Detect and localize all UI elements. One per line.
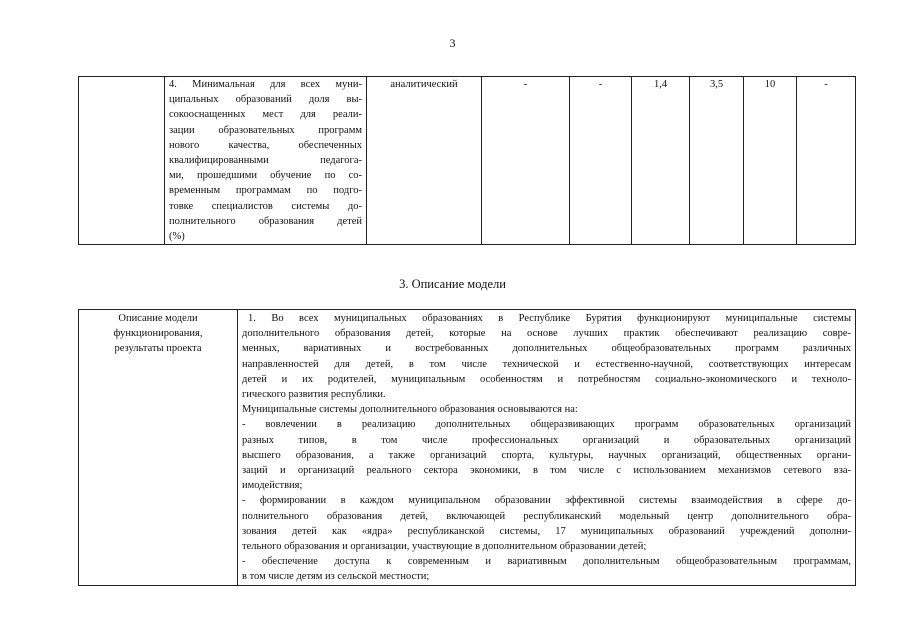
- model-body-line: разных типов, в том числе профессиональных организаций и образовательных организаций: [242, 434, 851, 446]
- indicator-name-line: ми, прошедшими обучение по со-: [169, 170, 362, 182]
- model-label-cell: [79, 310, 238, 586]
- model-body-line: направленностей для детей, в том числе технической и естественно-научной, соответствующих интересам: [242, 358, 851, 370]
- model-body-line: детей и их родителей, муниципальным особенностям и потребностям социально-экономического и техноло-: [242, 373, 851, 385]
- indicator-name-line: ципальных образований доля вы-: [169, 94, 362, 106]
- model-body-line: полнительного образования детей, включающей республиканский модельный центр дополнительного обра-: [242, 510, 851, 522]
- indicator-value-cell: -: [570, 77, 632, 245]
- indicator-value-cell: -: [797, 77, 856, 245]
- indicator-value-cell: 10: [744, 77, 797, 245]
- model-body-line: - обеспечение доступа к современным и вариативным дополнительным общеобразовательным программам,: [242, 556, 851, 568]
- indicator-row: [79, 77, 856, 245]
- model-body-line: тельного образования и организации, участвующие в дополнительном образовании детей;: [242, 541, 647, 553]
- indicator-name-line: 4. Минимальная для всех муни-: [169, 79, 362, 90]
- page-number: 3: [449, 36, 456, 50]
- indicator-name-line: зации образовательных программ: [169, 124, 362, 136]
- indicator-value-cell: 3,5: [690, 77, 744, 245]
- model-body-line: - вовлечении в реализацию дополнительных общеразвивающих программ образовательных организаций: [242, 419, 851, 431]
- model-body-line: в том числе детям из сельской местности;: [242, 571, 430, 583]
- model-body-line: Муниципальные системы дополнительного образования основываются на:: [242, 404, 578, 416]
- indicator-value-cell: 1,4: [632, 77, 690, 245]
- section-title: 3. Описание модели: [399, 277, 506, 291]
- indicator-type-cell: аналитический: [367, 77, 482, 245]
- indicator-name-cell: [165, 77, 367, 245]
- model-body-line: менных, вариативных и востребованных дополнительных общеобразовательных программ различных: [242, 343, 851, 355]
- model-row: [79, 310, 856, 586]
- model-body-line: дополнительного образования детей, которые на основе лучших практик обеспечивают реализацию совре-: [242, 328, 851, 340]
- model-body-line: - формировании в каждом муниципальном образовании эффективной системы взаимодействия в сфере до-: [242, 495, 851, 507]
- indicator-name-line: временным программам по подго-: [169, 185, 362, 197]
- model-body-cell: [238, 310, 856, 586]
- indicator-name-line: квалифицированными педагога-: [169, 155, 362, 167]
- model-body-line: гического развития республики.: [242, 389, 386, 401]
- model-label-line: функционирования,: [113, 328, 203, 340]
- model-body-line: высшего образования, а также организаций спорта, культуры, научных организаций, общественных органи-: [242, 449, 851, 461]
- indicator-value-cell: -: [482, 77, 570, 245]
- model-body-line: 1. Во всех муниципальных образованиях в Республике Бурятия функционируют муниципальные системы: [248, 313, 851, 324]
- indicator-name-line: полнительного образования детей: [169, 215, 362, 227]
- indicator-table: [78, 76, 856, 245]
- indicator-name-line: нового качества, обеспеченных: [169, 139, 362, 151]
- model-body-line: имодействия;: [242, 480, 303, 492]
- indicator-name-line: товке специалистов системы до-: [169, 200, 362, 212]
- model-body-line: заций и организаций реального сектора экономики, в том числе с использованием механизмов сетевого вза-: [242, 465, 851, 477]
- indicator-name-line: сокооснащенных мест для реали-: [169, 109, 362, 121]
- model-label-line: Описание модели: [118, 313, 198, 324]
- model-description-table: [78, 309, 856, 586]
- model-label-line: результаты проекта: [114, 343, 202, 355]
- indicator-name-line: (%): [169, 231, 185, 243]
- model-body-line: зования детей как «ядра» республиканской системы, 17 муниципальных образований учреждений дополни-: [242, 525, 851, 537]
- indicator-empty-cell: [79, 77, 165, 245]
